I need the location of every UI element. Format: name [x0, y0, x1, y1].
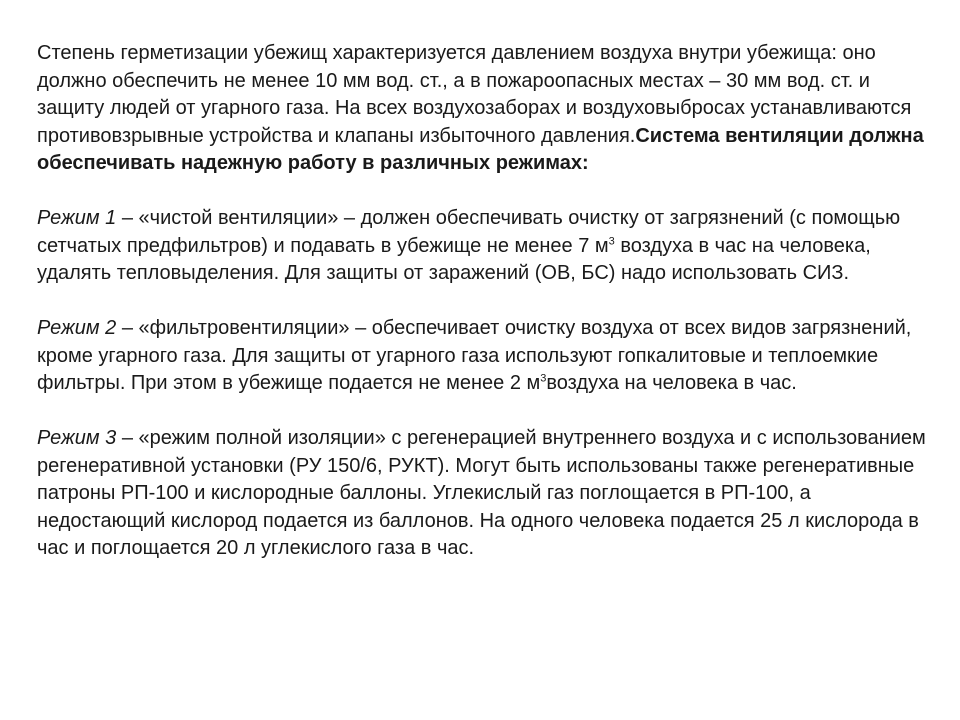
mode-3-text: – «режим полной изоляции» с регенерацией внутреннего воздуха и с использованием регенеративной установки (РУ 150/6, РУКТ). Могут быть использованы также регенеративные патроны РП-100 и кислородные баллоны. Углекислый газ поглощается в РП-100, а недостающий кислород подается из баллонов. На одного человека подается 25 л кислорода в час и поглощается 20 л углекислого газа в час.: [37, 427, 926, 559]
mode-2-label: Режим 2: [37, 317, 117, 339]
mode-2-superscript: 3: [540, 372, 547, 385]
mode-2-text-b: воздуха на человека в час.: [546, 372, 797, 394]
intro-text: Степень герметизации убежищ характеризуется давлением воздуха внутри убежища: оно должно обеспечить не менее 10 мм вод. ст., а в пожароопасных местах – 30 мм вод. ст. и защиту людей от угарного газа. На всех воздухозаборах и воздуховыбросах устанавливаются противовзрывные устройства и клапаны избыточного давления.: [37, 42, 912, 147]
mode-1-text-a: – «чистой вентиляции» – должен обеспечивать очистку от загрязнений (с помощью сетчатых предфильтров) и подавать в убежище не менее 7 м: [37, 207, 901, 257]
mode-1-label: Режим 1: [37, 207, 117, 229]
mode-1-paragraph: [37, 205, 927, 288]
mode-3-paragraph: [37, 425, 927, 563]
mode-1-text-b: воздуха в час на человека, удалять тепловыделения. Для защиты от заражений (ОВ, БС) надо использовать СИЗ.: [37, 234, 871, 284]
mode-2-paragraph: [37, 315, 927, 398]
mode-1-superscript: 3: [608, 234, 615, 247]
mode-2-text-a: – «фильтровентиляции» – обеспечивает очистку воздуха от всех видов загрязнений, кроме угарного газа. Для защиты от угарного газа используют гопкалитовые и теплоемкие фильтры. При этом в убежище подается не менее 2 м: [37, 317, 912, 394]
intro-paragraph: [37, 40, 927, 178]
slide-content: [37, 40, 927, 563]
mode-3-label: Режим 3: [37, 427, 117, 449]
intro-bold-text: Система вентиляции должна обеспечивать надежную работу в различных режимах:: [37, 124, 924, 174]
